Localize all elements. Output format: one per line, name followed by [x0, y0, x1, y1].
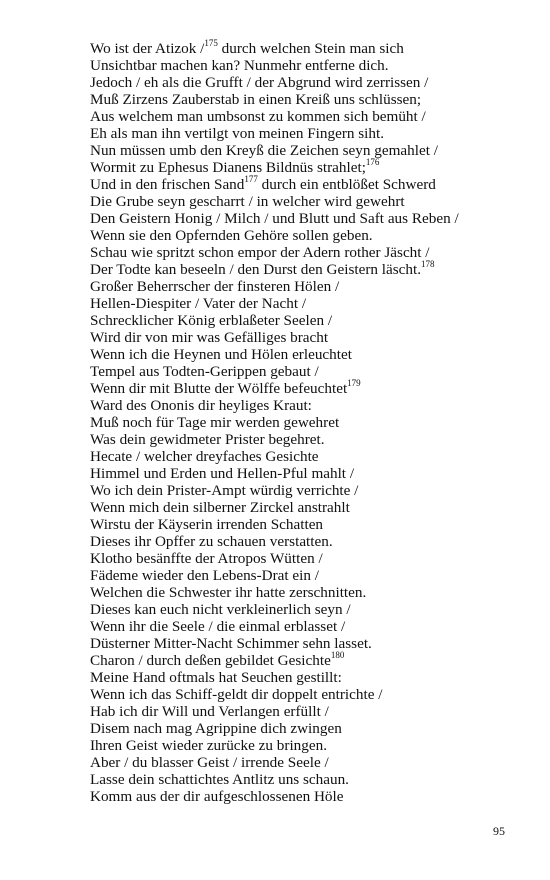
verse-line	[90, 635, 530, 652]
verse-text-continued: durch welchen Stein man sich	[217, 40, 404, 57]
verse-line	[90, 108, 530, 125]
verse-line	[90, 125, 530, 142]
footnote-marker: 177	[244, 173, 258, 184]
verse-line	[90, 754, 530, 771]
verse-line	[90, 329, 530, 346]
footnote-marker: 180	[330, 649, 345, 660]
verse-line	[90, 193, 530, 210]
verse-line	[90, 737, 530, 754]
verse-text: Wird dir von mir was Gefälliges bracht	[90, 329, 329, 346]
verse-text: Welchen die Schwester ihr hatte zerschnitten.	[90, 584, 367, 601]
verse-text: Charon / durch deßen gebildet Gesichte	[90, 652, 331, 669]
verse-text: Nun müssen umb den Kreyß die Zeichen seyn gemahlet /	[90, 142, 438, 159]
verse-text: Eh als man ihn vertilgt von meinen Fingern siht.	[90, 125, 385, 142]
verse-line	[90, 720, 530, 737]
verse-line	[90, 74, 530, 91]
verse-line	[90, 686, 530, 703]
footnote-marker: 175	[204, 37, 218, 48]
verse-line	[90, 516, 530, 533]
verse-text: Hab ich dir Will und Verlangen erfüllt /	[90, 703, 329, 720]
verse-block	[90, 37, 530, 805]
verse-line	[90, 258, 530, 278]
verse-line	[90, 601, 530, 618]
verse-text: Wenn ihr die Seele / die einmal erblasset /	[90, 618, 346, 635]
verse-text: Meine Hand oftmals hat Seuchen gestillt:	[90, 669, 342, 686]
verse-text: Schrecklicher König erblaßeter Seelen /	[90, 312, 333, 329]
verse-text: Ward des Ononis dir heyliges Kraut:	[90, 397, 312, 414]
verse-line	[90, 37, 530, 57]
verse-text: Was dein gewidmeter Prister begehret.	[90, 431, 325, 448]
verse-line	[90, 482, 530, 499]
verse-line	[90, 567, 530, 584]
footnote-marker: 179	[347, 377, 361, 388]
verse-line	[90, 227, 530, 244]
verse-line	[90, 771, 530, 788]
verse-line	[90, 363, 530, 380]
verse-line	[90, 431, 530, 448]
verse-text: Der Todte kan beseeln / den Durst den Geistern läscht.	[90, 261, 421, 278]
verse-line	[90, 669, 530, 686]
verse-text: Disem nach mag Agrippine dich zwingen	[90, 720, 342, 737]
verse-text: Dieses ihr Opffer zu schauen verstatten.	[90, 533, 333, 550]
verse-line	[90, 210, 530, 227]
verse-line	[90, 499, 530, 516]
verse-text: Lasse dein schattichtes Antlitz uns schaun.	[90, 771, 349, 788]
verse-text: Hecate / welcher dreyfaches Gesichte	[90, 448, 319, 465]
verse-text: Und in den frischen Sand	[90, 176, 245, 193]
verse-text: Jedoch / eh als die Grufft / der Abgrund wird zerrissen /	[90, 74, 429, 91]
verse-text: Den Geistern Honig / Milch / und Blutt und Saft aus Reben /	[90, 210, 459, 227]
verse-line	[90, 448, 530, 465]
verse-line	[90, 618, 530, 635]
verse-text: Wenn dir mit Blutte der Wölffe befeuchtet	[90, 380, 348, 397]
verse-line	[90, 312, 530, 329]
verse-line	[90, 346, 530, 363]
verse-line	[90, 533, 530, 550]
verse-line	[90, 649, 530, 669]
verse-text: Wenn mich dein silberner Zirckel anstrahlt	[90, 499, 350, 516]
verse-text: Aber / du blasser Geist / irrende Seele /	[90, 754, 329, 771]
verse-text-continued: durch ein entblößet Schwerd	[257, 176, 436, 193]
verse-text: Dieses kan euch nicht verkleinerlich seyn /	[90, 601, 351, 618]
verse-text: Großer Beherrscher der finsteren Hölen /	[90, 278, 340, 295]
verse-text: Tempel aus Todten-Gerippen gebaut /	[90, 363, 319, 380]
verse-text: Wenn ich das Schiff-geldt dir doppelt entrichte /	[90, 686, 383, 703]
verse-line	[90, 295, 530, 312]
verse-line	[90, 465, 530, 482]
verse-text: Klotho besänffte der Atropos Wütten /	[90, 550, 323, 567]
verse-text: Unsichtbar machen kan? Nunmehr entferne dich.	[90, 57, 389, 74]
verse-text: Wenn sie den Opfernden Gehöre sollen geben.	[90, 227, 373, 244]
footnote-marker: 178	[421, 258, 435, 269]
verse-line	[90, 788, 530, 805]
verse-text: Aus welchem man umbsonst zu kommen sich bemüht /	[90, 108, 426, 125]
verse-line	[90, 57, 530, 74]
verse-text: Düsterner Mitter-Nacht Schimmer sehn lasset.	[90, 635, 372, 652]
verse-text: Wirstu der Käyserin irrenden Schatten	[90, 516, 324, 533]
verse-text: Muß Zirzens Zauberstab in einen Kreiß uns schlüssen;	[90, 91, 422, 108]
verse-text: Muß noch für Tage mir werden gewehret	[90, 414, 340, 431]
verse-line	[90, 244, 530, 261]
verse-text: Fädeme wieder den Lebens-Drat ein /	[90, 567, 319, 584]
verse-text: Ihren Geist wieder zurücke zu bringen.	[90, 737, 327, 754]
verse-line	[90, 414, 530, 431]
verse-text: Wo ich dein Prister-Ampt würdig verrichte /	[90, 482, 359, 499]
verse-text: Himmel und Erden und Hellen-Pful mahlt /	[90, 465, 355, 482]
verse-line	[90, 91, 530, 108]
verse-line	[90, 397, 530, 414]
verse-line	[90, 584, 530, 601]
verse-line	[90, 278, 530, 295]
verse-line	[90, 550, 530, 567]
verse-text: Wormit zu Ephesus Dianens Bildnüs strahlet;	[90, 159, 366, 176]
verse-line	[90, 377, 530, 397]
verse-line	[90, 142, 530, 159]
verse-text: Schau wie spritzt schon empor der Adern rother Jäscht /	[90, 244, 430, 261]
verse-text: Wo ist der Atizok /	[90, 40, 205, 57]
verse-text: Die Grube seyn gescharrt / in welcher wird gewehrt	[90, 193, 405, 210]
verse-text: Komm aus der dir aufgeschlossenen Höle	[90, 788, 344, 805]
footnote-marker: 176	[365, 156, 380, 167]
verse-line	[90, 703, 530, 720]
verse-text: Hellen-Diespiter / Vater der Nacht /	[90, 295, 307, 312]
verse-line	[90, 173, 530, 193]
verse-text: Wenn ich die Heynen und Hölen erleuchtet	[90, 346, 352, 363]
verse-line	[90, 156, 530, 176]
page-number: 95	[493, 824, 505, 838]
